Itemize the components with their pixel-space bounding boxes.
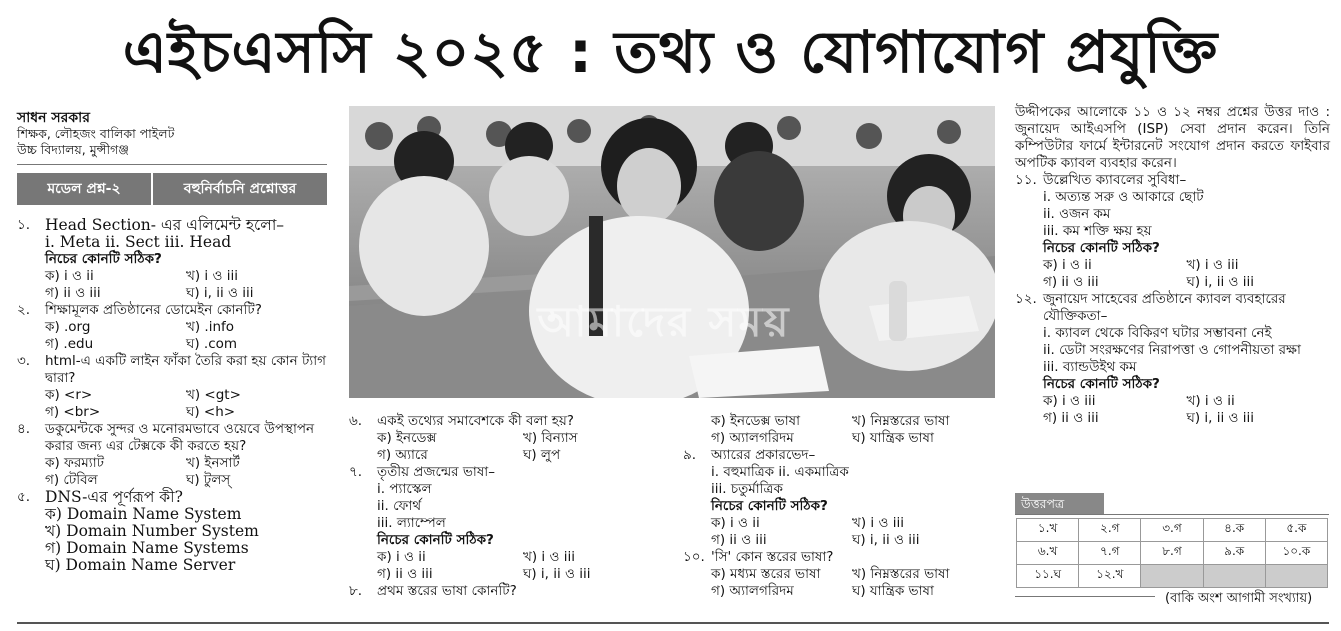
answer-row [1017,542,1328,565]
option-b: খ) ইনসার্ট [186,455,240,471]
question-sub: নিচের কোনটি সঠিক? [1043,376,1160,392]
statement-ii: ii. ওজন কম [1043,206,1111,222]
question-text: প্রথম স্তরের ভাষা কোনটি? [377,583,517,599]
option-b: খ) i ও iii [1186,257,1239,273]
option-b: খ) i ও iii [523,549,575,565]
option-a: ক) i ও iii [1043,393,1096,409]
question-number: ৬. [349,413,363,429]
statement-i: i. ক্যাবল থেকে বিকিরণ ঘটার সম্ভাবনা নেই [1043,325,1272,341]
answer-row [1017,565,1328,588]
answer-cell: ৯.ক [1203,542,1265,565]
statement-iii: iii. ল্যাম্পেল [377,515,446,531]
option-a: ক) .org [45,319,91,335]
statement-ii: ii. ডেটা সংরক্ষণের নিরাপত্তা ও গোপনীয়তা রক্ষা [1043,342,1301,358]
question-number: ১. [17,217,31,233]
option-d: ঘ) যান্ত্রিক ভাষা [852,430,934,446]
newspaper-watermark: আমাদের সময় [537,297,791,346]
option-a: ক) i ও ii [45,268,94,284]
option-d: ঘ) i, ii ও iii [523,566,591,582]
question-number: ১১. [1015,172,1037,188]
answer-sheet-heading: উত্তরপত্র [1015,493,1104,515]
option-c: গ) Domain Name Systems [45,539,249,557]
answer-cell: ৫.ক [1265,519,1327,542]
question-text: উল্লেখিত ক্যাবলের সুবিধা– [1043,172,1187,188]
answer-table [1016,518,1328,588]
option-c: গ) ii ও iii [377,566,433,582]
option-c: গ) অ্যালগরিদম [711,430,794,446]
option-a: ক) <r> [45,387,93,403]
question-text: জুনায়েদ সাহেবের প্রতিষ্ঠানে ক্যাবল ব্যবহারের যৌক্তিকতা– [1043,291,1286,324]
answer-cell: ৪.ক [1203,519,1265,542]
option-b: খ) i ও iii [852,515,904,531]
option-a: ক) i ও ii [1043,257,1092,273]
question-number: ৮. [349,583,363,599]
author-block [17,110,327,158]
statement-i: i. প্যাস্কেল [377,481,432,497]
question-11 [1015,172,1330,291]
option-d: ঘ) যান্ত্রিক ভাষা [852,583,934,599]
exam-hall-photo [349,106,995,398]
question-text: Head Section- এর এলিমেন্ট হলো– [45,216,285,234]
divider [1015,596,1155,597]
passage-stem: উদ্দীপকের আলোকে ১১ ও ১২ নম্বর প্রশ্নের উত্তর দাও : জুনায়েদ আইএসপি (ISP) সেবা প্রদান করেন। তিনি কম্পিউটার ফার্মে ইন্টারনেট সংযোগ প্রদান করতে ফাইবার অপটিক ক্যাবল ব্যবহার করেন। [1015,104,1330,171]
option-c: গ) অ্যালগরিদম [711,583,794,599]
question-8 [349,583,669,600]
question-sub: নিচের কোনটি সঠিক? [1043,240,1160,256]
question-number: ১০. [683,549,705,565]
option-a: ক) i ও ii [377,549,426,565]
section-badge [17,173,327,205]
option-d: ঘ) .com [186,336,238,352]
option-d: ঘ) i, ii ও iii [186,285,254,301]
option-c: গ) টেবিল [45,472,98,488]
option-d: ঘ) i, ii ও iii [1186,274,1255,290]
answer-cell-empty [1141,565,1203,588]
question-sub: নিচের কোনটি সঠিক? [45,251,162,267]
option-d: ঘ) i, ii ও iii [1186,410,1255,426]
question-text: ডকুমেন্টকে সুন্দর ও মনোরমভাবে ওয়েবে উপস্থাপন করার জন্য এর টেক্সকে কী করতে হয়? [45,421,315,454]
continued-note: (বাকি অংশ আগামী সংখ্যায়) [1165,591,1313,606]
question-text: শিক্ষামূলক প্রতিষ্ঠানের ডোমেইন কোনটি? [45,302,262,318]
badge-mcq: বহুনির্বাচনি প্রশ্নোত্তর [153,173,327,205]
option-a: ক) ইনডেক্স [377,430,437,446]
option-c: গ) ii ও iii [1043,410,1099,426]
option-a: ক) i ও ii [711,515,760,531]
question-10 [683,549,993,600]
question-text: 'সি' কোন স্তরের ভাষা? [711,549,834,565]
option-d: ঘ) Domain Name Server [45,556,236,574]
question-9 [683,447,993,549]
answer-cell: ১০.ক [1265,542,1327,565]
statement-ii: ii. ফোর্থ [377,498,422,514]
answer-cell-empty [1265,565,1327,588]
question-items: i. Meta ii. Sect iii. Head [45,233,232,251]
question-5 [17,489,327,574]
option-b: খ) নিম্নস্তরের ভাষা [852,566,950,582]
option-b: খ) <gt> [186,387,241,403]
answer-cell-empty [1203,565,1265,588]
question-number: ৯. [683,447,697,463]
option-a: ক) ইনডেক্স ভাষা [711,413,800,429]
option-d: ঘ) টুলস্ [186,472,231,488]
option-c: গ) ii ও iii [45,285,101,301]
statement-iii: iii. চতুর্মাত্রিক [711,481,783,497]
answer-row [1017,519,1328,542]
option-b: খ) i ও ii [1186,393,1235,409]
option-a: ক) মধ্যম স্তরের ভাষা [711,566,821,582]
question-text: DNS-এর পূর্ণরূপ কী? [45,488,183,506]
question-3 [17,353,327,421]
answer-cell: ৬.খ [1017,542,1079,565]
question-number: ৭. [349,464,363,480]
author-name: সাধন সরকার [17,110,90,126]
option-a: ক) Domain Name System [45,505,242,523]
question-number: ১২. [1015,291,1037,307]
middle-left-column [349,413,669,600]
badge-model-question: মডেল প্রশ্ন-২ [17,173,151,205]
option-d: ঘ) লুপ [523,447,561,463]
question-7 [349,464,669,583]
option-c: গ) ii ও iii [711,532,767,548]
question-text: তৃতীয় প্রজন্মের ভাষা– [377,464,495,480]
question-4 [17,421,327,489]
option-c: গ) .edu [45,336,94,352]
page-title: এইচএসসি ২০২৫ : তথ্য ও যোগাযোগ প্রযুক্তি [122,18,1219,86]
answer-cell: ১.খ [1017,519,1079,542]
question-text: অ্যারের প্রকারভেদ– [711,447,816,463]
middle-right-column [683,413,993,600]
option-c: গ) <br> [45,404,101,420]
page-bottom-rule [17,622,1329,624]
option-d: ঘ) <h> [186,404,236,420]
left-column [17,110,327,574]
statement-iii: iii. ব্যান্ডউইথ কম [1043,359,1137,375]
answer-cell: ১১.ঘ [1017,565,1079,588]
statement-i-ii: i. বহুমাত্রিক ii. একমাত্রিক [711,464,849,480]
divider [17,164,327,165]
question-text: html-এ একটি লাইন ফাঁকা তৈরি করা হয় কোন ট্যাগ দ্বারা? [45,353,326,386]
answer-cell: ১২.খ [1079,565,1141,588]
statement-i: i. অত্যন্ত সরু ও আকারে ছোট [1043,189,1204,205]
question-text: একই তথ্যের সমাবেশকে কী বলা হয়? [377,413,574,429]
option-d: ঘ) i, ii ও iii [852,532,920,548]
divider [1015,514,1329,515]
question-6 [349,413,669,464]
answer-cell: ৩.গ [1141,519,1203,542]
option-a: ক) ফরম্যাট [45,455,104,471]
option-b: খ) নিম্নস্তরের ভাষা [852,413,950,429]
question-1 [17,217,327,302]
answer-cell: ৮.গ [1141,542,1203,565]
option-c: গ) অ্যারে [377,447,428,463]
option-b: খ) Domain Number System [45,522,259,540]
question-number: ৩. [17,353,31,369]
option-b: খ) বিন্যাস [523,430,578,446]
author-school: উচ্চ বিদ্যালয়, মুন্সীগঞ্জ [17,142,129,157]
question-sub: নিচের কোনটি সঠিক? [711,498,828,514]
question-number: ৪. [17,421,31,437]
statement-iii: iii. কম শক্তি ক্ষয় হয় [1043,223,1152,239]
option-c: গ) ii ও iii [1043,274,1099,290]
option-b: খ) .info [186,319,235,335]
question-2 [17,302,327,353]
option-b: খ) i ও iii [186,268,238,284]
answer-cell: ৭.গ [1079,542,1141,565]
question-sub: নিচের কোনটি সঠিক? [377,532,494,548]
question-number: ৫. [17,489,31,505]
question-12 [1015,291,1330,427]
right-column [1015,104,1330,427]
author-role: শিক্ষক, লৌহজং বালিকা পাইলট [17,126,175,141]
answer-cell: ২.গ [1079,519,1141,542]
question-number: ২. [17,302,31,318]
